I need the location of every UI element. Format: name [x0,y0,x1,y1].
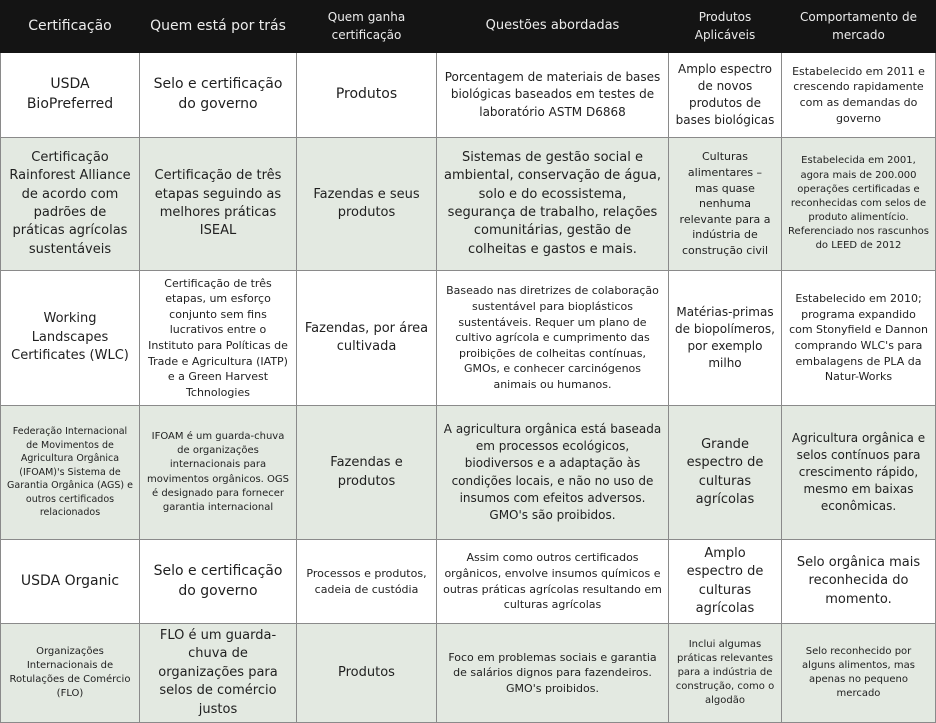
header-who-behind: Quem está por trás [140,1,297,53]
table-row [1,406,936,540]
table-row [1,53,936,138]
cell-issues: A agricultura orgânica está baseada em processos ecológicos, biodiversos e a adaptação às condições locais, e não no uso de insumos com efeitos adversos. GMO's são proibidos. [437,406,669,540]
header-who-certified: Quem ganha certificação [297,1,437,53]
table-row [1,624,936,723]
cell-products: Grande espectro de culturas agrícolas [669,406,782,540]
cell-certification: Federação Internacional de Movimentos de Agricultura Orgânica (IFOAM)'s Sistema de Garantia Orgânica (AGS) e outros certificados relacionados [1,406,140,540]
cell-certification: Working Landscapes Certificates (WLC) [1,271,140,406]
cell-market: Agricultura orgânica e selos contínuos para crescimento rápido, mesmo em baixas econômicas. [782,406,936,540]
cell-market: Estabelecido em 2011 e crescendo rapidamente com as demandas do governo [782,53,936,138]
cell-certification: USDA Organic [1,540,140,624]
cell-who-certified: Produtos [297,53,437,138]
cell-who-behind: Selo e certificação do governo [140,540,297,624]
cell-issues: Foco em problemas sociais e garantia de salários dignos para fazendeiros. GMO's proibidos. [437,624,669,723]
cell-issues: Porcentagem de materiais de bases biológicas baseados em testes de laboratório ASTM D6868 [437,53,669,138]
header-row [1,1,936,53]
cell-market: Estabelecida em 2001, agora mais de 200.000 operações certificadas e reconhecidas com selos de produto alimentício. Referenciado nos rascunhos do LEED de 2012 [782,138,936,271]
header-market: Comportamento de mercado [782,1,936,53]
cell-who-certified: Produtos [297,624,437,723]
cell-products: Amplo espectro de novos produtos de bases biológicas [669,53,782,138]
cell-products: Amplo espectro de culturas agrícolas [669,540,782,624]
cell-who-behind: Certificação de três etapas seguindo as melhores práticas ISEAL [140,138,297,271]
cell-who-certified: Fazendas e seus produtos [297,138,437,271]
cell-issues: Sistemas de gestão social e ambiental, conservação de água, solo e do ecossistema, segurança de trabalho, relações comunitárias, gestão de colheitas e gastos e mais. [437,138,669,271]
cell-market: Estabelecido em 2010; programa expandido com Stonyfield e Dannon comprando WLC's para embalagens de PLA da Natur-Works [782,271,936,406]
cell-products: Matérias-primas de biopolímeros, por exemplo milho [669,271,782,406]
table-row [1,271,936,406]
cell-certification: Organizações Internacionais de Rotulações de Comércio (FLO) [1,624,140,723]
cell-who-behind: IFOAM é um guarda-chuva de organizações internacionais para movimentos orgânicos. OGS é designado para fornecer garantia internacional [140,406,297,540]
cell-certification: Certificação Rainforest Alliance de acordo com padrões de práticas agrícolas sustentáveis [1,138,140,271]
table-row [1,138,936,271]
cell-certification: USDA BioPreferred [1,53,140,138]
cell-products: Culturas alimentares – mas quase nenhuma relevante para a indústria de construção civil [669,138,782,271]
header-products: Produtos Aplicáveis [669,1,782,53]
cell-who-certified: Fazendas, por área cultivada [297,271,437,406]
cell-issues: Baseado nas diretrizes de colaboração sustentável para bioplásticos sustentáveis. Requer um plano de cultivo agrícola e cumprimento das proibições de colheitas contínuas, GMOs, e conhecer carcinógenos animais ou humanos. [437,271,669,406]
cell-products: Inclui algumas práticas relevantes para a indústria de construção, como o algodão [669,624,782,723]
cell-market: Selo reconhecido por alguns alimentos, mas apenas no pequeno mercado [782,624,936,723]
cell-who-behind: Selo e certificação do governo [140,53,297,138]
header-issues: Questões abordadas [437,1,669,53]
cell-who-certified: Processos e produtos, cadeia de custódia [297,540,437,624]
cell-who-behind: Certificação de três etapas, um esforço conjunto sem fins lucrativos entre o Instituto para Políticas de Trade e Agricultura (IATP) e a Green Harvest Tchnologies [140,271,297,406]
header-certification: Certificação [1,1,140,53]
table-row [1,540,936,624]
cell-who-behind: FLO é um guarda-chuva de organizações para selos de comércio justos [140,624,297,723]
cell-issues: Assim como outros certificados orgânicos, envolve insumos químicos e outras práticas agrícolas resultando em culturas agrícolas [437,540,669,624]
cell-who-certified: Fazendas e produtos [297,406,437,540]
cell-market: Selo orgânica mais reconhecida do momento. [782,540,936,624]
